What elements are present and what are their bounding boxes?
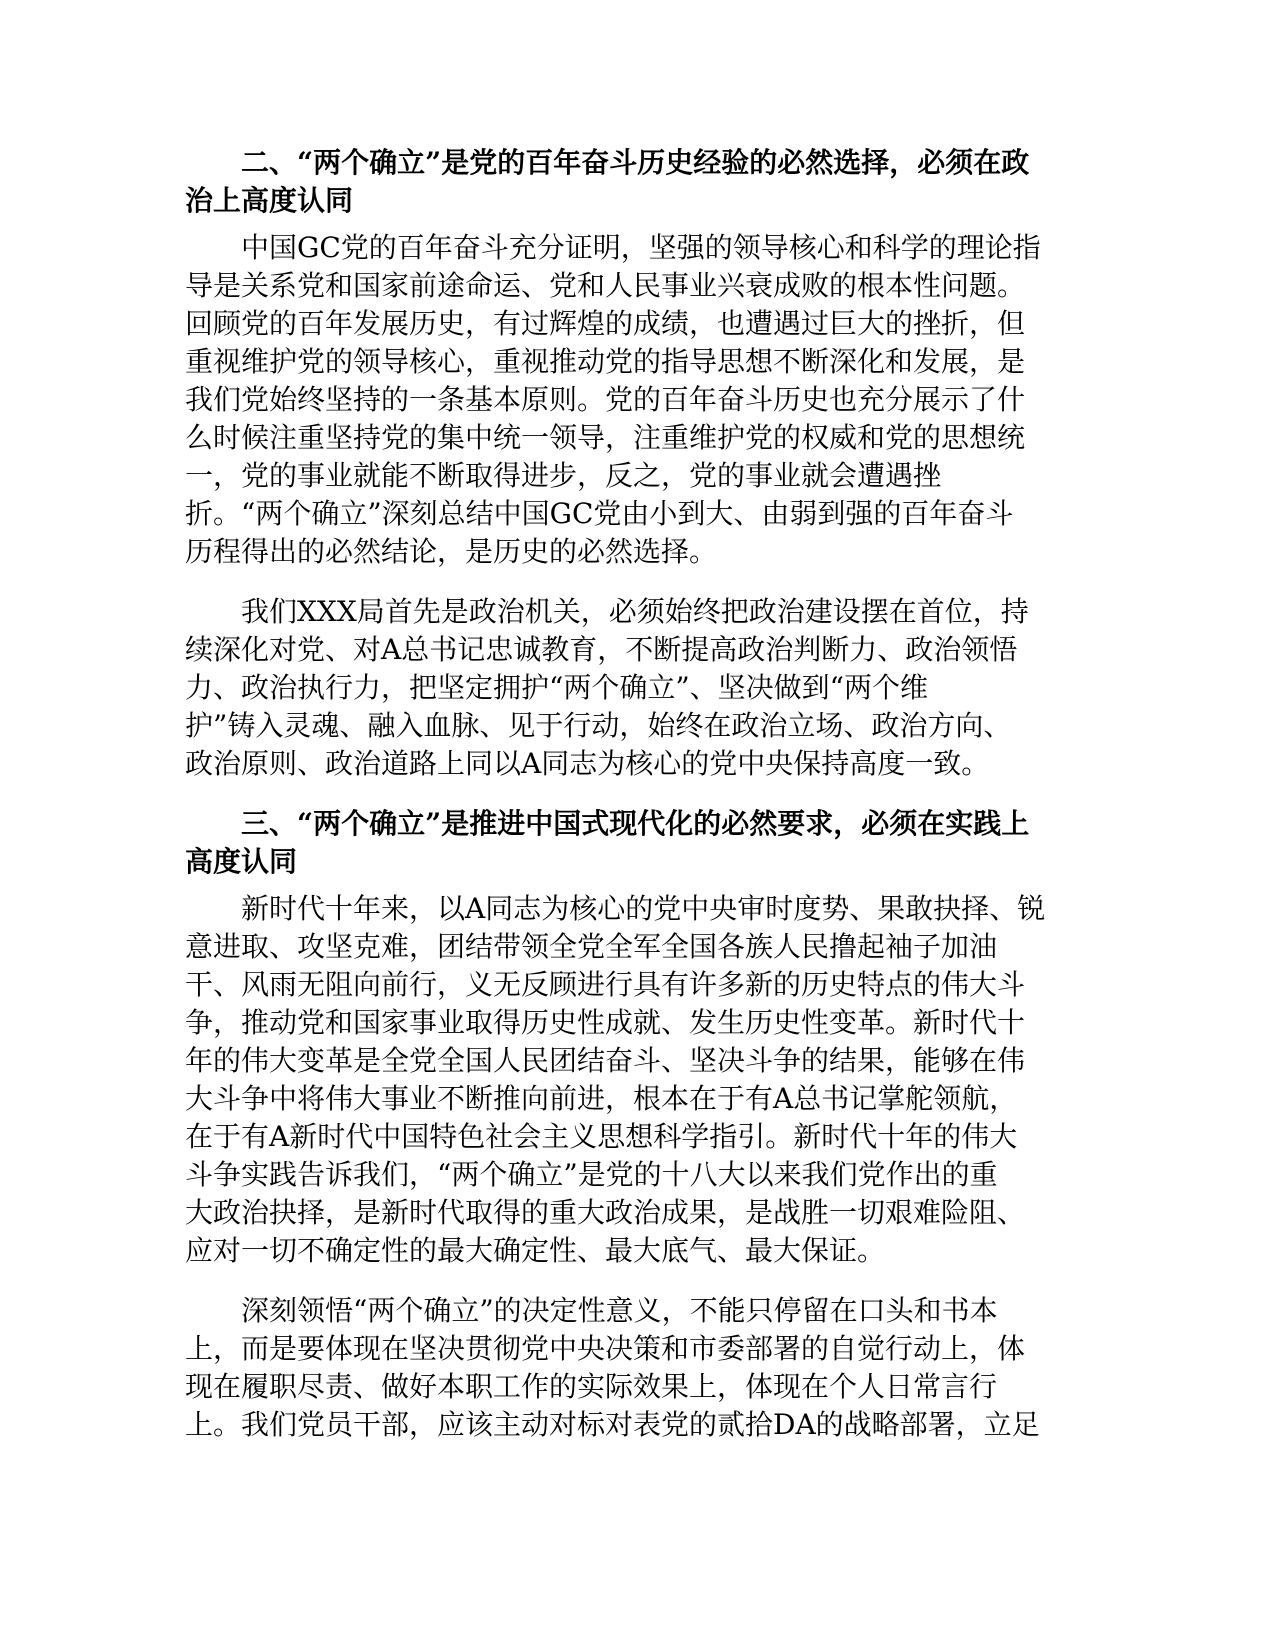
text-line: 历程得出的必然结论，是历史的必然选择。 [185, 535, 718, 568]
text-line: 上，而是要体现在坚决贯彻党中央决策和市委部署的自觉行动上，体 [185, 1332, 1026, 1365]
text-line: 力、政治执行力，把坚定拥护“两个确立”、坚决做到“两个维 [185, 671, 928, 704]
text-line: 上。我们党员干部，应该主动对标对表党的贰拾DA的战略部署，立足 [185, 1408, 1040, 1441]
text-line: 导是关系党和国家前途命运、党和人民事业兴衰成败的根本性问题。 [185, 269, 1026, 302]
heading-line: 三、“两个确立”是推进中国式现代化的必然要求，必须在实践上 [241, 807, 1030, 840]
heading-line: 治上高度认同 [185, 184, 354, 217]
heading-line: 二、“两个确立”是党的百年奋斗历史经验的必然选择，必须在政 [241, 146, 1030, 179]
text-line: 我们党始终坚持的一条基本原则。党的百年奋斗历史也充分展示了什 [185, 383, 1026, 416]
text-line: 新时代十年来，以A同志为核心的党中央审时度势、果敢抉择、锐 [241, 892, 1046, 925]
heading-line: 高度认同 [185, 845, 298, 878]
text-line: 中国GC党的百年奋斗充分证明，坚强的领导核心和科学的理论指 [241, 231, 1041, 264]
section-3-heading [185, 805, 1090, 881]
text-line: 折。“两个确立”深刻总结中国GC党由小到大、由弱到强的百年奋斗 [185, 497, 1014, 530]
section-2-heading [185, 144, 1090, 220]
section-3-paragraph-1 [185, 890, 1090, 1270]
text-line: 应对一切不确定性的最大确定性、最大底气、最大保证。 [185, 1234, 886, 1267]
section-3-paragraph-2 [185, 1292, 1090, 1444]
text-line: 政治原则、政治道路上同以A同志为核心的党中央保持高度一致。 [185, 747, 990, 780]
text-line: 我们XXX局首先是政治机关，必须始终把政治建设摆在首位，持 [241, 595, 1029, 628]
text-line: 斗争实践告诉我们，“两个确立”是党的十八大以来我们党作出的重 [185, 1158, 998, 1191]
section-2-paragraph-1 [185, 229, 1090, 571]
text-line: 续深化对党、对A总书记忠诚教育，不断提高政治判断力、政治领悟 [185, 633, 1018, 666]
text-line: 回顾党的百年发展历史，有过辉煌的成绩，也遭遇过巨大的挫折，但 [185, 307, 1026, 340]
text-line: 年的伟大变革是全党全国人民团结奋斗、坚决斗争的结果，能够在伟 [185, 1044, 1026, 1077]
text-line: 重视维护党的领导核心，重视推动党的指导思想不断深化和发展，是 [185, 345, 1026, 378]
text-line: 干、风雨无阻向前行，义无反顾进行具有许多新的历史特点的伟大斗 [185, 968, 1026, 1001]
text-line: 大斗争中将伟大事业不断推向前进，根本在于有A总书记掌舵领航， [185, 1082, 1018, 1115]
text-line: 在于有A新时代中国特色社会主义思想科学指引。新时代十年的伟大 [185, 1120, 1018, 1153]
section-2-paragraph-2 [185, 593, 1090, 783]
text-line: 深刻领悟“两个确立”的决定性意义，不能只停留在口头和书本 [241, 1294, 998, 1327]
text-line: 大政治抉择，是新时代取得的重大政治成果，是战胜一切艰难险阻、 [185, 1196, 1026, 1229]
text-line: 么时候注重坚持党的集中统一领导，注重维护党的权威和党的思想统 [185, 421, 1026, 454]
document-page [185, 144, 1090, 1466]
text-line: 争，推动党和国家事业取得历史性成就、发生历史性变革。新时代十 [185, 1006, 1026, 1039]
text-line: 一，党的事业就能不断取得进步，反之，党的事业就会遭遇挫 [185, 459, 942, 492]
text-line: 护”铸入灵魂、融入血脉、见于行动，始终在政治立场、政治方向、 [185, 709, 1012, 742]
text-line: 现在履职尽责、做好本职工作的实际效果上，体现在个人日常言行 [185, 1370, 998, 1403]
text-line: 意进取、攻坚克难，团结带领全党全军全国各族人民撸起袖子加油 [185, 930, 998, 963]
